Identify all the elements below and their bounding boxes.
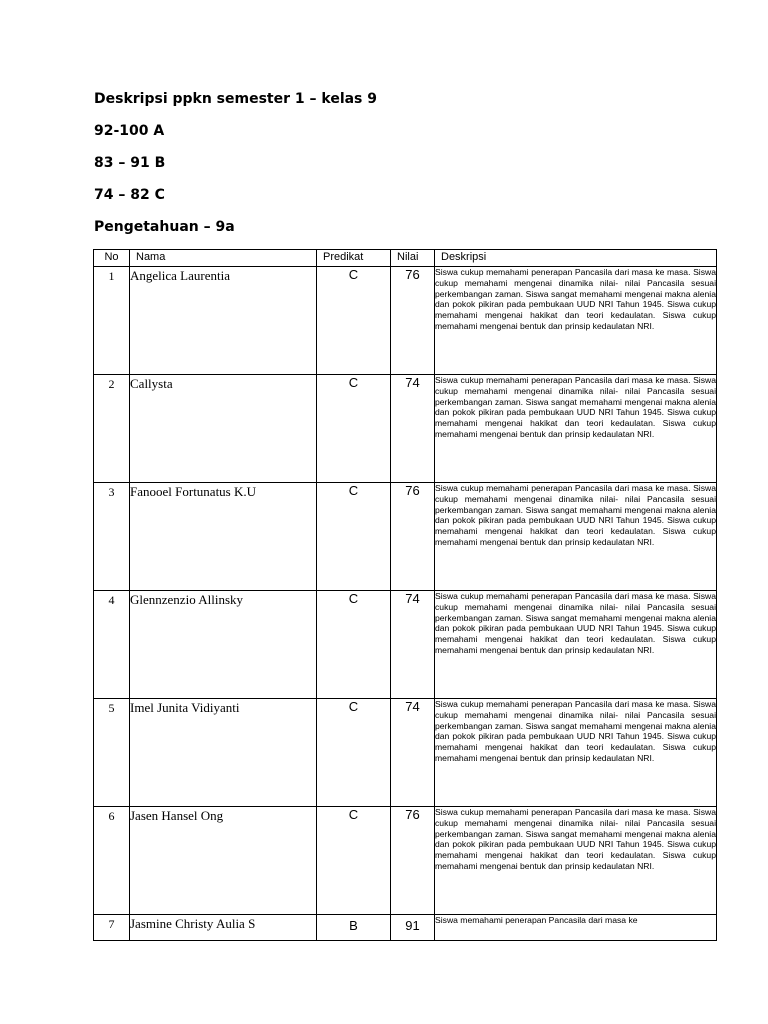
cell-nilai: 76 [391,483,435,591]
table-row [94,267,717,375]
table-row [94,483,717,591]
document-title: Deskripsi ppkn semester 1 – kelas 9 [94,91,378,107]
header-no: No [94,250,130,267]
table-row [94,915,717,941]
table-row [94,807,717,915]
cell-no: 5 [94,699,130,807]
cell-nilai: 76 [391,807,435,915]
header-predikat: Predikat [317,250,391,267]
cell-predikat: C [317,483,391,591]
header-deskripsi: Deskripsi [435,250,717,267]
cell-no: 3 [94,483,130,591]
cell-deskripsi: Siswa cukup memahami penerapan Pancasila dari masa ke masa. Siswa cukup memahami mengenai dinamika nilai- nilai Pancasila sesuai perkembangan zaman. Siswa sangat memahami mengenai makna alenia dan pokok pikiran pada pembukaan UUD NRI Tahun 1945. Siswa cukup memahami mengenai hakikat dan teori kedaulatan. Siswa cukup memahami mengenai bentuk dan prinsip kedaulatan NRI. [435,483,717,591]
cell-deskripsi: Siswa cukup memahami penerapan Pancasila dari masa ke masa. Siswa cukup memahami mengenai dinamika nilai- nilai Pancasila sesuai perkembangan zaman. Siswa sangat memahami mengenai makna alenia dan pokok pikiran pada pembukaan UUD NRI Tahun 1945. Siswa cukup memahami mengenai hakikat dan teori kedaulatan. Siswa cukup memahami mengenai bentuk dan prinsip kedaulatan NRI. [435,807,717,915]
section-title: Pengetahuan – 9a [94,219,235,235]
cell-nilai: 74 [391,699,435,807]
cell-nama: Callysta [130,375,317,483]
cell-nilai: 74 [391,591,435,699]
cell-no: 4 [94,591,130,699]
table-header-row [94,250,717,267]
cell-deskripsi: Siswa cukup memahami penerapan Pancasila dari masa ke masa. Siswa cukup memahami mengenai dinamika nilai- nilai Pancasila sesuai perkembangan zaman. Siswa sangat memahami mengenai makna alenia dan pokok pikiran pada pembukaan UUD NRI Tahun 1945. Siswa cukup memahami mengenai hakikat dan teori kedaulatan. Siswa cukup memahami mengenai bentuk dan prinsip kedaulatan NRI. [435,591,717,699]
cell-predikat: C [317,807,391,915]
cell-nilai: 74 [391,375,435,483]
cell-deskripsi: Siswa cukup memahami penerapan Pancasila dari masa ke masa. Siswa cukup memahami mengenai dinamika nilai- nilai Pancasila sesuai perkembangan zaman. Siswa sangat memahami mengenai makna alenia dan pokok pikiran pada pembukaan UUD NRI Tahun 1945. Siswa cukup memahami mengenai hakikat dan teori kedaulatan. Siswa cukup memahami mengenai bentuk dan prinsip kedaulatan NRI. [435,699,717,807]
cell-deskripsi: Siswa memahami penerapan Pancasila dari masa ke [435,915,717,941]
cell-no: 1 [94,267,130,375]
grade-range-b: 83 – 91 B [94,155,166,171]
table-row [94,375,717,483]
header-nama: Nama [130,250,317,267]
cell-predikat: C [317,267,391,375]
cell-predikat: C [317,375,391,483]
grade-range-c: 74 – 82 C [94,187,165,203]
cell-predikat: C [317,591,391,699]
cell-nama: Fanooel Fortunatus K.U [130,483,317,591]
cell-deskripsi: Siswa cukup memahami penerapan Pancasila dari masa ke masa. Siswa cukup memahami mengenai dinamika nilai- nilai Pancasila sesuai perkembangan zaman. Siswa sangat memahami mengenai makna alenia dan pokok pikiran pada pembukaan UUD NRI Tahun 1945. Siswa cukup memahami mengenai hakikat dan teori kedaulatan. Siswa cukup memahami mengenai bentuk dan prinsip kedaulatan NRI. [435,375,717,483]
cell-nama: Imel Junita Vidiyanti [130,699,317,807]
table-row [94,591,717,699]
cell-nama: Jasmine Christy Aulia S [130,915,317,941]
cell-deskripsi: Siswa cukup memahami penerapan Pancasila dari masa ke masa. Siswa cukup memahami mengenai dinamika nilai- nilai Pancasila sesuai perkembangan zaman. Siswa sangat memahami mengenai makna alenia dan pokok pikiran pada pembukaan UUD NRI Tahun 1945. Siswa cukup memahami mengenai hakikat dan teori kedaulatan. Siswa cukup memahami mengenai bentuk dan prinsip kedaulatan NRI. [435,267,717,375]
grades-table [93,249,717,941]
cell-no: 2 [94,375,130,483]
cell-nama: Jasen Hansel Ong [130,807,317,915]
grade-range-a: 92-100 A [94,123,165,139]
header-nilai: Nilai [391,250,435,267]
cell-no: 7 [94,915,130,941]
cell-nilai: 91 [391,915,435,941]
cell-predikat: B [317,915,391,941]
cell-no: 6 [94,807,130,915]
cell-nilai: 76 [391,267,435,375]
cell-nama: Glennzenzio Allinsky [130,591,317,699]
cell-nama: Angelica Laurentia [130,267,317,375]
cell-predikat: C [317,699,391,807]
table-row [94,699,717,807]
